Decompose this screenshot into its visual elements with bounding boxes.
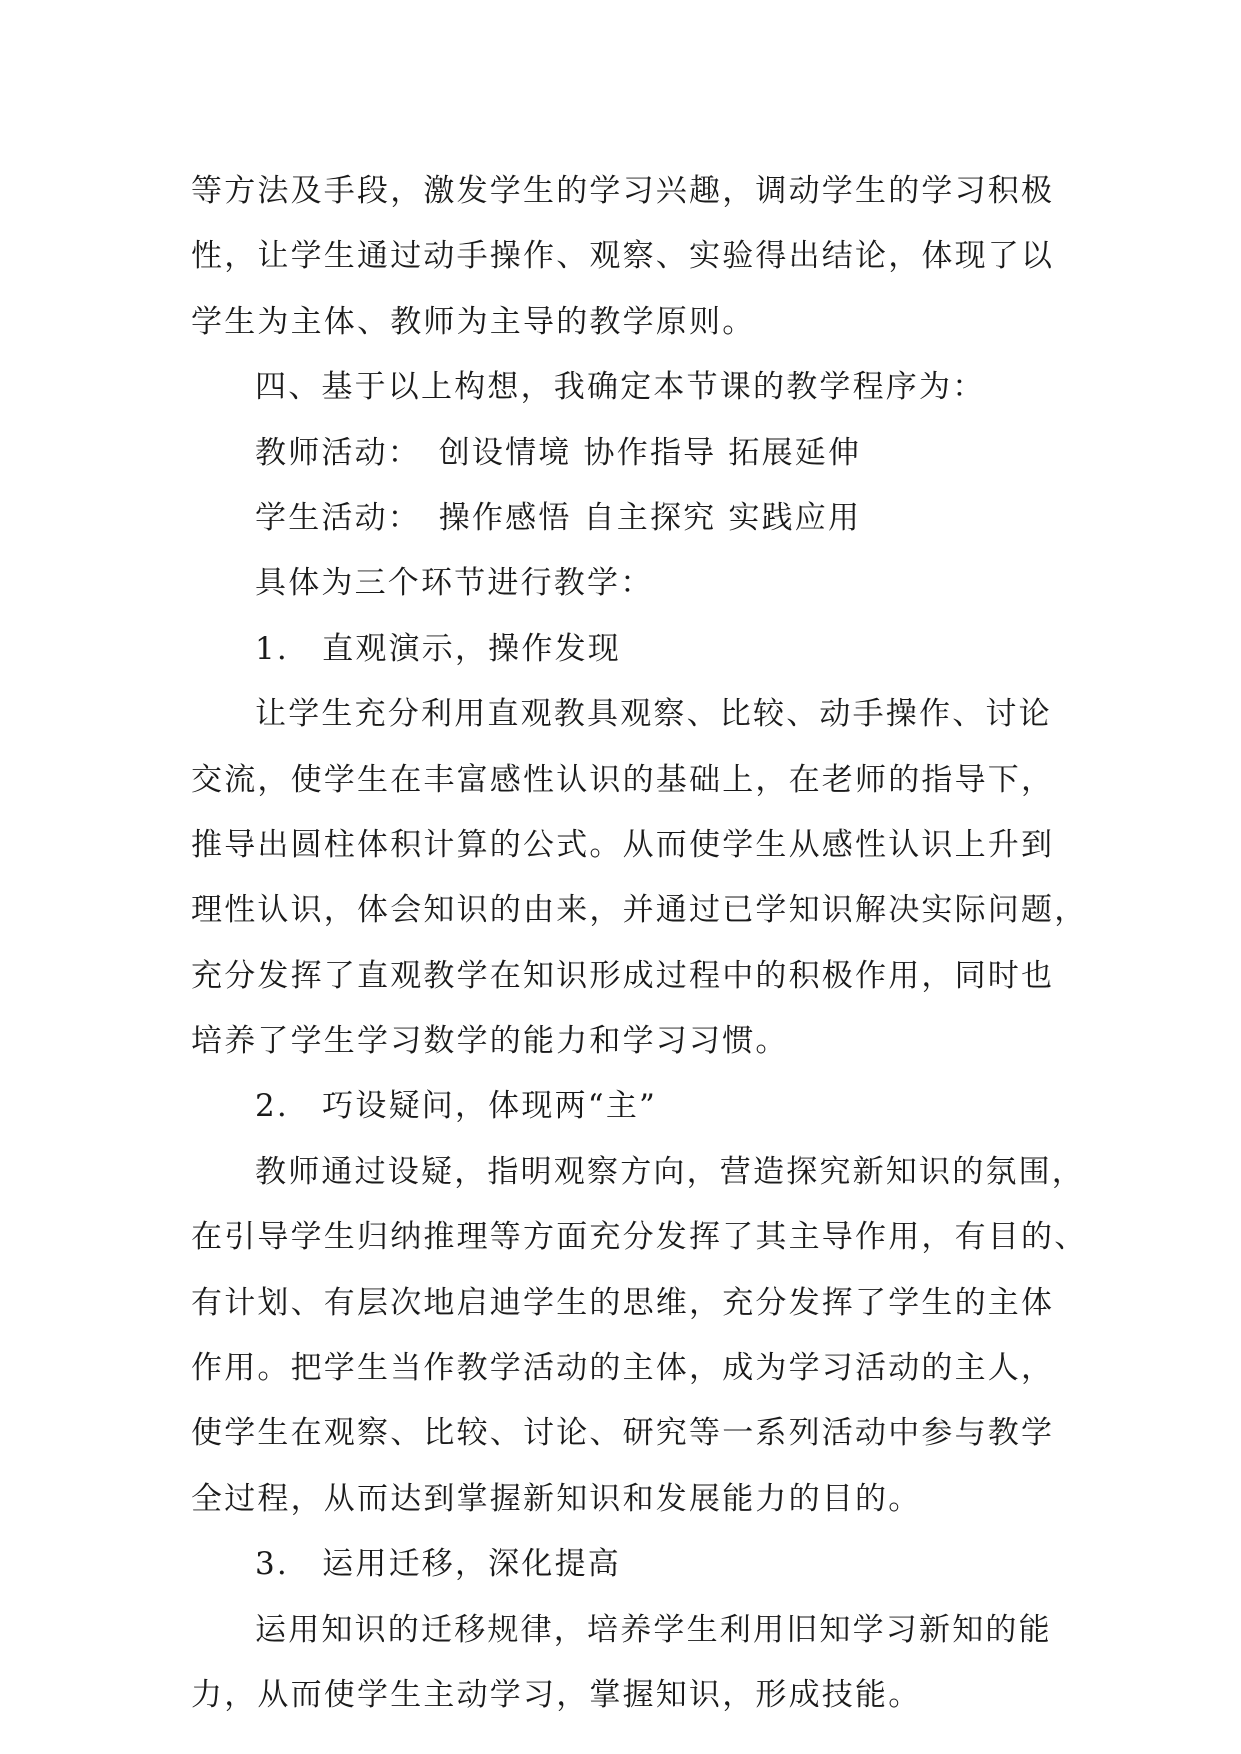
section-3-line-2: 力，从而使学生主动学习，掌握知识，形成技能。 <box>191 1676 922 1713</box>
section-1-line-2: 交流，使学生在丰富感性认识的基础上，在老师的指导下， <box>191 761 1055 798</box>
section-1-line-1: 让学生充分利用直观教具观察、比较、动手操作、讨论 <box>255 696 1052 733</box>
section-2-line-1: 教师通过设疑，指明观察方向，营造探究新知识的氛围， <box>255 1153 1085 1190</box>
section-1-line-3: 推导出圆柱体积计算的公式。从而使学生从感性认识上升到 <box>191 826 1055 863</box>
body-text <box>191 159 1088 1728</box>
text-line-2: 性，让学生通过动手操作、观察、实验得出结论，体现了以 <box>191 238 1055 275</box>
section-1-heading: 1. 直观演示，操作发现 <box>255 630 621 667</box>
text-line-1: 等方法及手段，激发学生的学习兴趣，调动学生的学习积极 <box>191 173 1055 209</box>
section-2-line-2: 在引导学生归纳推理等方面充分发挥了其主导作用，有目的、 <box>191 1219 1088 1256</box>
section-3-heading: 3. 运用迁移，深化提高 <box>255 1546 621 1583</box>
section-2-heading: 2. 巧设疑问，体现两“主” <box>255 1088 658 1125</box>
paragraph-four-heading: 四、基于以上构想，我确定本节课的教学程序为： <box>255 369 986 406</box>
section-2-line-5: 使学生在观察、比较、讨论、研究等一系列活动中参与教学 <box>191 1415 1055 1452</box>
section-2-line-6: 全过程，从而达到掌握新知识和发展能力的目的。 <box>191 1480 922 1517</box>
section-1-line-6: 培养了学生学习数学的能力和学习习惯。 <box>191 1023 789 1060</box>
three-steps-intro: 具体为三个环节进行教学： <box>255 565 654 602</box>
section-3-line-1: 运用知识的迁移规律，培养学生利用旧知学习新知的能 <box>255 1611 1052 1648</box>
teacher-activity-line: 教师活动： 创设情境 协作指导 拓展延伸 <box>255 434 862 471</box>
section-1-line-4: 理性认识，体会知识的由来，并通过已学知识解决实际问题， <box>191 892 1088 929</box>
text-line-3: 学生为主体、教师为主导的教学原则。 <box>191 303 756 340</box>
student-activity-line: 学生活动： 操作感悟 自主探究 实践应用 <box>255 499 862 536</box>
section-2-line-3: 有计划、有层次地启迪学生的思维，充分发挥了学生的主体 <box>191 1284 1055 1321</box>
section-2-line-4: 作用。把学生当作教学活动的主体，成为学习活动的主人， <box>191 1350 1055 1387</box>
section-1-line-5: 充分发挥了直观教学在知识形成过程中的积极作用，同时也 <box>191 957 1055 994</box>
